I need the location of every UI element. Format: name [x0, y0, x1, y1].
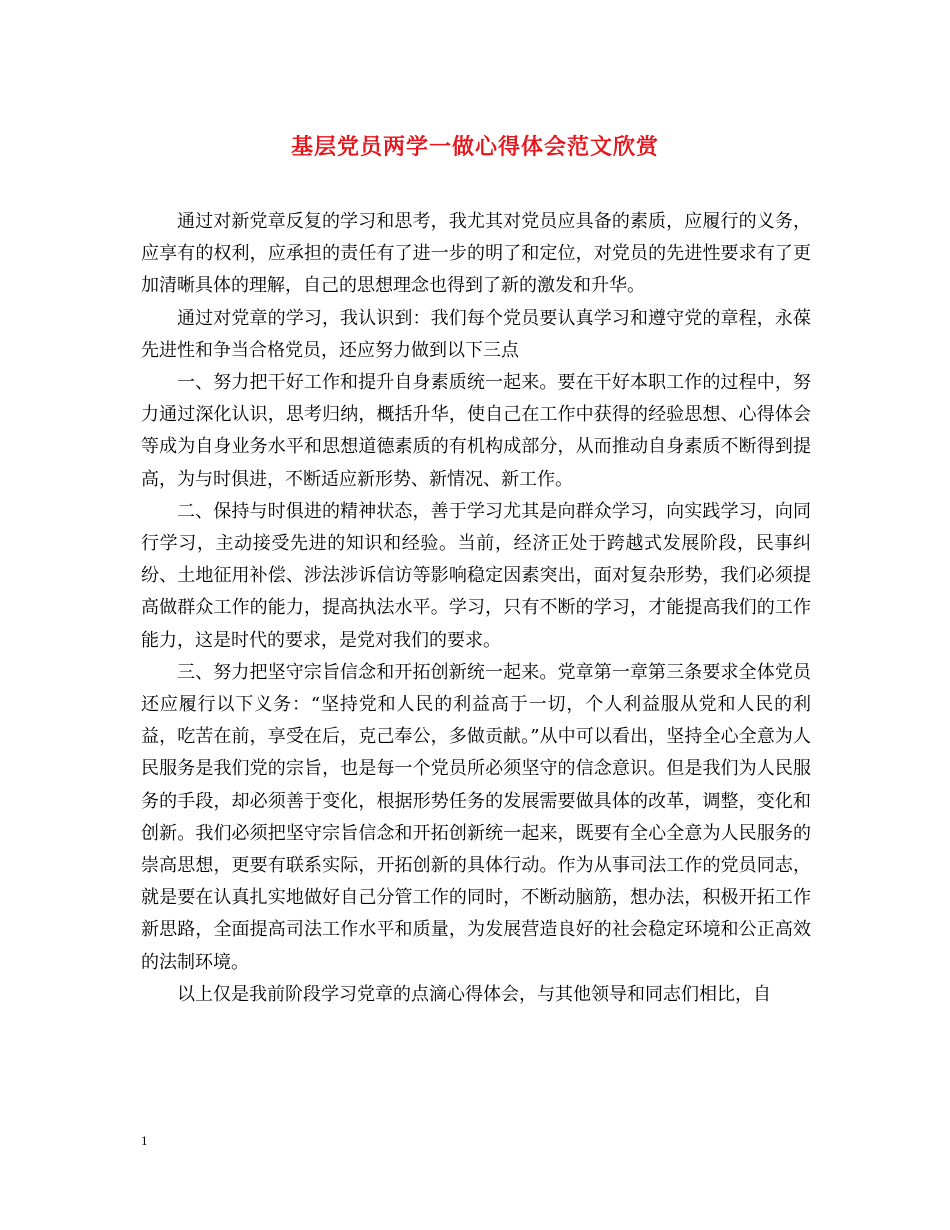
paragraph-2: 通过对党章的学习，我认识到：我们每个党员要认真学习和遵守党的章程，永葆先进性和争当合格党员，还应努力做到以下三点	[141, 307, 811, 361]
page-number: 1	[141, 1133, 148, 1148]
paragraph-3: 一、努力把干好工作和提升自身素质统一起来。要在干好本职工作的过程中，努力通过深化认识，思考归纳，概括升华，使自己在工作中获得的经验思想、心得体会等成为自身业务水平和思想道德素质的有机构成部分，从而推动自身素质不断得到提高，为与时俱进，不断适应新形势、新情况、新工作。	[141, 372, 811, 490]
paragraph-1: 通过对新党章反复的学习和思考，我尤其对党员应具备的素质，应履行的义务，应享有的权利，应承担的责任有了进一步的明了和定位，对党员的先进性要求有了更加清晰具体的理解，自己的思想理念也得到了新的激发和升华。	[141, 211, 811, 297]
paragraph-5: 三、努力把坚守宗旨信念和开拓创新统一起来。党章第一章第三条要求全体党员还应履行以下义务：“坚持党和人民的利益高于一切，个人利益服从党和人民的利益，吃苦在前，享受在后，克己奉公，多做贡献。”从中可以看出，坚持全心全意为人民服务是我们党的宗旨，也是每一个党员所必须坚守的信念意识。但是我们为人民服务的手段，却必须善于变化，根据形势任务的发展需要做具体的改革，调整，变化和创新。我们必须把坚守宗旨信念和开拓创新统一起来，既要有全心全意为人民服务的崇高思想，更要有联系实际，开拓创新的具体行动。作为从事司法工作的党员同志，就是要在认真扎实地做好自己分管工作的同时，不断动脑筋，想办法，积极开拓工作新思路，全面提高司法工作水平和质量，为发展营造良好的社会稳定环境和公正高效的法制环境。	[141, 661, 811, 973]
document-title: 基层党员两学一做心得体会范文欣赏	[290, 134, 659, 160]
document-body	[141, 206, 811, 1011]
paragraph-6: 以上仅是我前阶段学习党章的点滴心得体会，与其他领导和同志们相比，自	[177, 983, 771, 1005]
paragraph-4: 二、保持与时俱进的精神状态，善于学习尤其是向群众学习，向实践学习，向同行学习，主动接受先进的知识和经验。当前，经济正处于跨越式发展阶段，民事纠纷、土地征用补偿、涉法涉诉信访等影响稳定因素突出，面对复杂形势，我们必须提高做群众工作的能力，提高执法水平。学习，只有不断的学习，才能提高我们的工作能力，这是时代的要求，是党对我们的要求。	[141, 500, 811, 651]
